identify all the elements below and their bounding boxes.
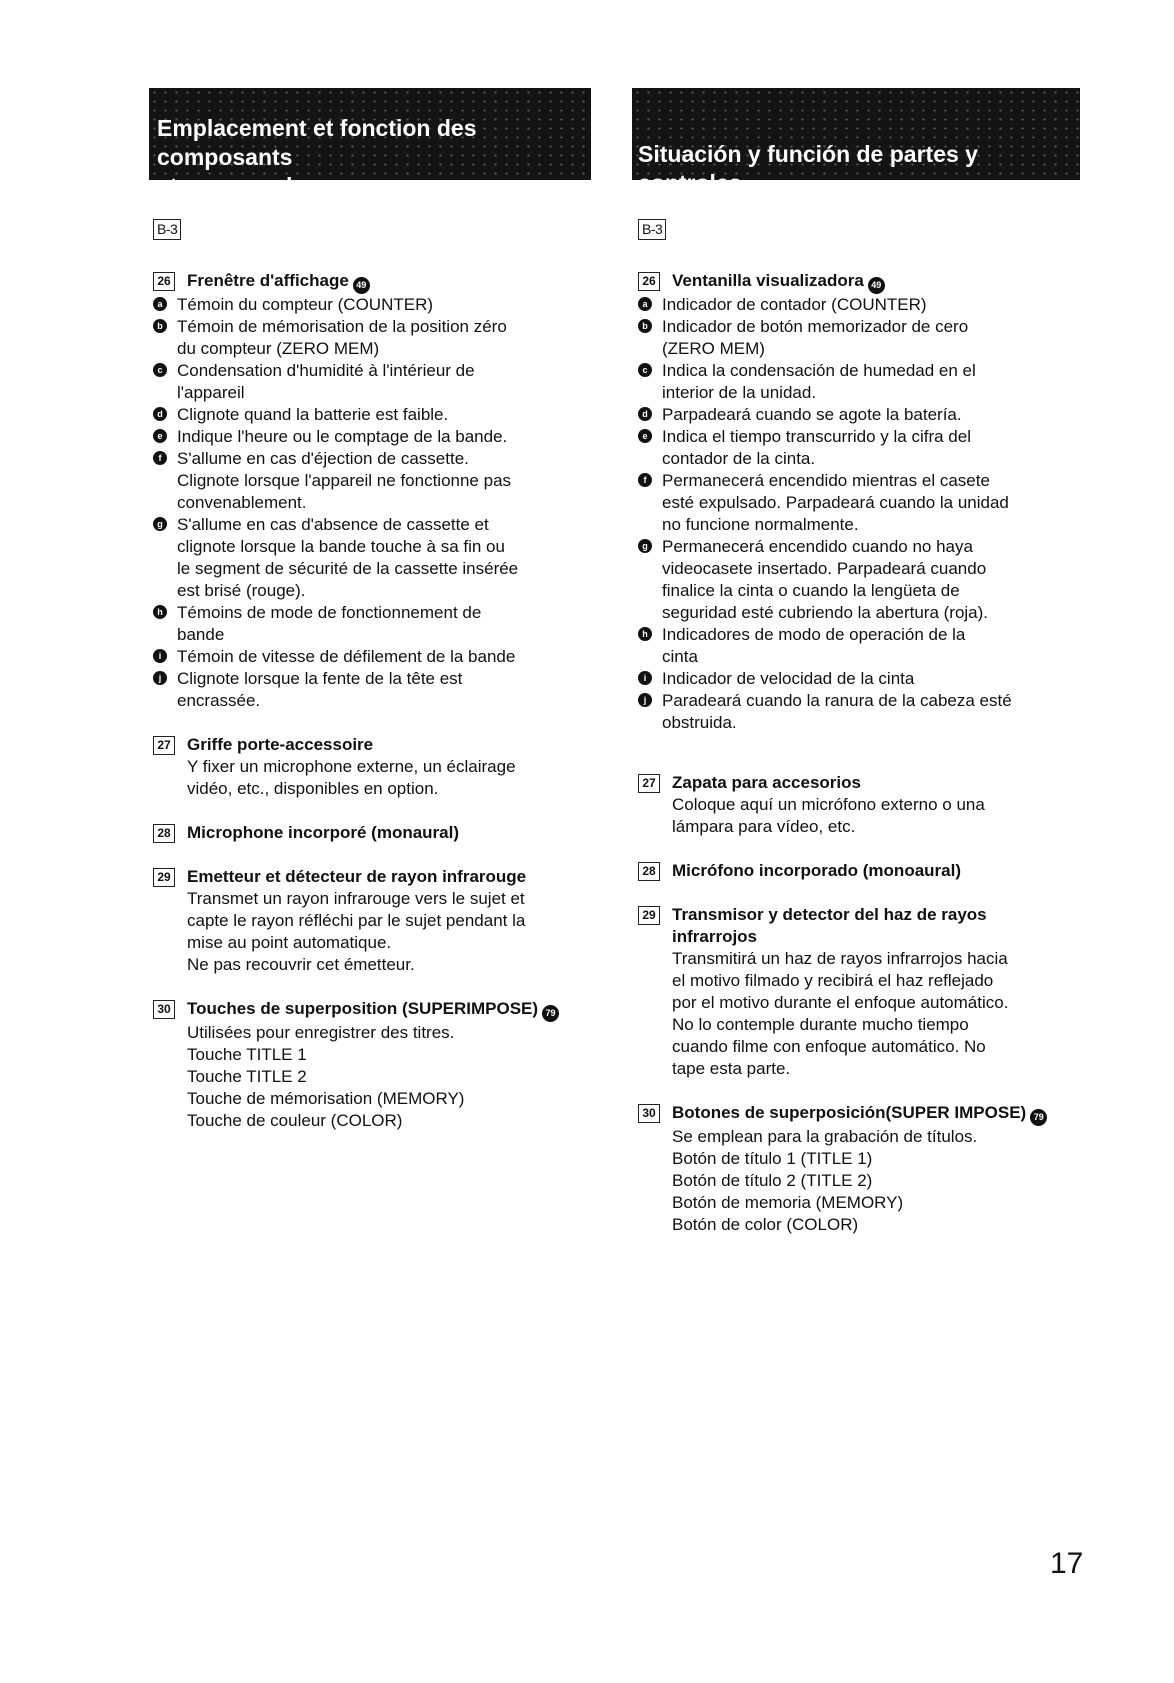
item-26 [638,270,1088,734]
entry-spacer [153,844,593,866]
item-28 [638,860,1088,882]
item-heading [187,998,593,1022]
item-number-box: 29 [638,906,660,925]
item-title: Griffe porte-accessoire [187,735,374,754]
indicator-marker: a [153,297,167,311]
item-28 [153,822,593,844]
indicator-text: S'allume en cas d'absence de cassette et [177,515,489,534]
item-description: tape esta parte. [672,1059,791,1078]
left-figure-ref: B-3 [153,219,181,240]
indicator-text: esté expulsado. Parpadeará cuando la unidad [662,493,1009,512]
indicator-text: Indicadores de modo de operación de la [662,625,966,644]
indicator-text: clignote lorsque la bande touche à sa fin ou [177,537,505,556]
item-title: Ventanilla visualizadora [672,271,864,290]
indicator-marker: h [638,627,652,641]
item-description: No lo contemple durante mucho tiempo [672,1015,969,1034]
page-ref-badge: 79 [1030,1109,1047,1126]
indicator-marker: g [153,517,167,531]
entry-spacer [638,734,1088,772]
item-number-box: 30 [153,1000,175,1019]
indicator-item [153,426,593,448]
right-column [638,270,1088,1236]
item-number-box: 28 [153,824,175,843]
indicator-item [153,404,593,426]
indicator-text: est brisé (rouge). [177,581,306,600]
indicator-text: du compteur (ZERO MEM) [177,339,380,358]
indicator-text: convenablement. [177,493,307,512]
indicator-text: interior de la unidad. [662,383,817,402]
indicator-text: bande [177,625,225,644]
item-description: Botón de título 2 (TITLE 2) [672,1171,873,1190]
indicator-text: Permanecerá encendido cuando no haya [662,537,973,556]
indicator-text: Clignote lorsque la fente de la tête est [177,669,463,688]
indicator-text: videocasete insertado. Parpadeará cuando [662,559,987,578]
indicator-text: Témoins de mode de fonctionnement de [177,603,482,622]
indicator-text: Permanecerá encendido mientras el casete [662,471,990,490]
indicator-marker: c [638,363,652,377]
indicator-item [638,316,1088,360]
entry-spacer [153,800,593,822]
indicator-item [153,294,593,316]
entry-spacer [638,838,1088,860]
indicator-marker: f [638,473,652,487]
item-number-box: 26 [153,272,175,291]
item-27 [153,734,593,800]
item-heading [672,772,1088,794]
indicator-text: Témoin de vitesse de défilement de la bande [177,647,516,666]
indicator-text: contador de la cinta. [662,449,816,468]
item-30 [153,998,593,1132]
indicator-item [638,294,1088,316]
indicator-item [638,426,1088,470]
indicator-text: Indicador de velocidad de la cinta [662,669,915,688]
left-section-banner [149,88,591,199]
indicator-marker: g [638,539,652,553]
indicator-marker: j [638,693,652,707]
indicator-text: Témoin de mémorisation de la position zéro [177,317,507,336]
indicator-item [638,690,1088,734]
indicator-item [638,624,1088,668]
indicator-item [153,448,593,514]
item-description: el motivo filmado y recibirá el haz reflejado [672,971,994,990]
indicator-text: Indica el tiempo transcurrido y la cifra del [662,427,971,446]
indicator-item [153,668,593,712]
indicator-text: Paradeará cuando la ranura de la cabeza esté [662,691,1012,710]
indicator-item [153,360,593,404]
indicator-text: obstruida. [662,713,737,732]
item-description: capte le rayon réfléchi par le sujet pendant la [187,911,526,930]
item-description: Y fixer un microphone externe, un éclairage [187,757,516,776]
indicator-text: Indique l'heure ou le comptage de la bande. [177,427,508,446]
indicator-marker: b [153,319,167,333]
item-29 [638,904,1088,1080]
indicator-text: Condensation d'humidité à l'intérieur de [177,361,475,380]
indicator-text: Indicador de contador (COUNTER) [662,295,927,314]
left-banner-line-2: et commandes [157,173,319,199]
item-heading [672,1102,1088,1126]
item-description: Touche de couleur (COLOR) [187,1111,403,1130]
item-heading [187,866,593,888]
indicator-text: S'allume en cas d'éjection de cassette. [177,449,469,468]
entry-spacer [638,1080,1088,1102]
item-title-continued: infrarrojos [672,927,758,946]
indicator-marker: d [153,407,167,421]
indicator-marker: h [153,605,167,619]
item-description: Botón de memoria (MEMORY) [672,1193,904,1212]
item-title: Touches de superposition (SUPERIMPOSE) [187,999,539,1018]
entry-spacer [638,882,1088,904]
item-number-box: 27 [153,736,175,755]
left-banner-line-1: Emplacement et fonction des composants [157,115,477,170]
item-description: Transmitirá un haz de rayos infrarrojos hacia [672,949,1008,968]
item-description: mise au point automatique. [187,933,392,952]
item-description: Ne pas recouvrir cet émetteur. [187,955,415,974]
indicator-marker: e [153,429,167,443]
item-description: Utilisées pour enregistrer des titres. [187,1023,455,1042]
item-title: Emetteur et détecteur de rayon infrarouge [187,867,527,886]
indicator-marker: f [153,451,167,465]
indicator-marker: j [153,671,167,685]
indicator-marker: c [153,363,167,377]
indicator-text: Parpadeará cuando se agote la batería. [662,405,962,424]
entry-spacer [153,976,593,998]
indicator-text: seguridad esté cubriendo la abertura (roja). [662,603,989,622]
indicator-text: cinta [662,647,698,666]
indicator-item [153,646,593,668]
indicator-text: no funcione normalmente. [662,515,859,534]
indicator-marker: i [153,649,167,663]
item-26 [153,270,593,712]
indicator-marker: d [638,407,652,421]
indicator-text: Indicador de botón memorizador de cero [662,317,969,336]
indicator-item [153,514,593,602]
indicator-marker: b [638,319,652,333]
item-description: cuando filme con enfoque automático. No [672,1037,986,1056]
item-description: Se emplean para la grabación de títulos. [672,1127,978,1146]
item-number-box: 27 [638,774,660,793]
indicator-text: le segment de sécurité de la cassette insérée [177,559,519,578]
item-heading [672,270,1088,294]
item-description: Transmet un rayon infrarouge vers le sujet et [187,889,525,908]
right-figure-ref: B-3 [638,219,666,240]
indicator-text: Indica la condensación de humedad en el [662,361,976,380]
indicator-text: Clignote lorsque l'appareil ne fonctionne pas [177,471,512,490]
indicator-text: Clignote quand la batterie est faible. [177,405,449,424]
item-number-box: 26 [638,272,660,291]
page-ref-badge: 49 [353,277,370,294]
indicator-item [638,470,1088,536]
item-description: Touche de mémorisation (MEMORY) [187,1089,465,1108]
indicator-item [153,316,593,360]
item-description: vidéo, etc., disponibles en option. [187,779,439,798]
item-heading [187,822,593,844]
item-title: Zapata para accesorios [672,773,861,792]
item-title: Micrófono incorporado (monoaural) [672,861,961,880]
indicator-text: Témoin du compteur (COUNTER) [177,295,434,314]
page-number: 17 [1050,1547,1084,1580]
item-description: lámpara para vídeo, etc. [672,817,856,836]
item-description: por el motivo durante el enfoque automático. [672,993,1009,1012]
item-heading [672,904,1088,926]
indicator-item [638,360,1088,404]
right-section-banner [632,88,1080,196]
item-description: Botón de color (COLOR) [672,1215,859,1234]
item-30 [638,1102,1088,1236]
indicator-marker: a [638,297,652,311]
indicator-marker: i [638,671,652,685]
indicator-item [153,602,593,646]
indicator-text: encrassée. [177,691,261,710]
right-banner-line-1: Situación y función de partes y controles [638,141,978,196]
item-description: Botón de título 1 (TITLE 1) [672,1149,873,1168]
item-title: Botones de superposición(SUPER IMPOSE) [672,1103,1027,1122]
indicator-item [638,668,1088,690]
item-27 [638,772,1088,838]
item-title: Frenêtre d'affichage [187,271,349,290]
item-number-box: 30 [638,1104,660,1123]
indicator-text: (ZERO MEM) [662,339,765,358]
item-number-box: 28 [638,862,660,881]
item-title: Transmisor y detector del haz de rayos [672,905,987,924]
left-column [153,270,593,1132]
item-heading [187,270,593,294]
item-description: Touche TITLE 1 [187,1045,307,1064]
indicator-item [638,404,1088,426]
item-description: Coloque aquí un micrófono externo o una [672,795,985,814]
page-ref-badge: 49 [868,277,885,294]
item-heading [672,860,1088,882]
item-title: Microphone incorporé (monaural) [187,823,460,842]
item-heading [187,734,593,756]
indicator-text: finalice la cinta o cuando la lengüeta de [662,581,960,600]
indicator-text: l'appareil [177,383,245,402]
item-number-box: 29 [153,868,175,887]
indicator-item [638,536,1088,624]
indicator-marker: e [638,429,652,443]
entry-spacer [153,712,593,734]
page-ref-badge: 79 [542,1005,559,1022]
item-29 [153,866,593,976]
item-description: Touche TITLE 2 [187,1067,307,1086]
